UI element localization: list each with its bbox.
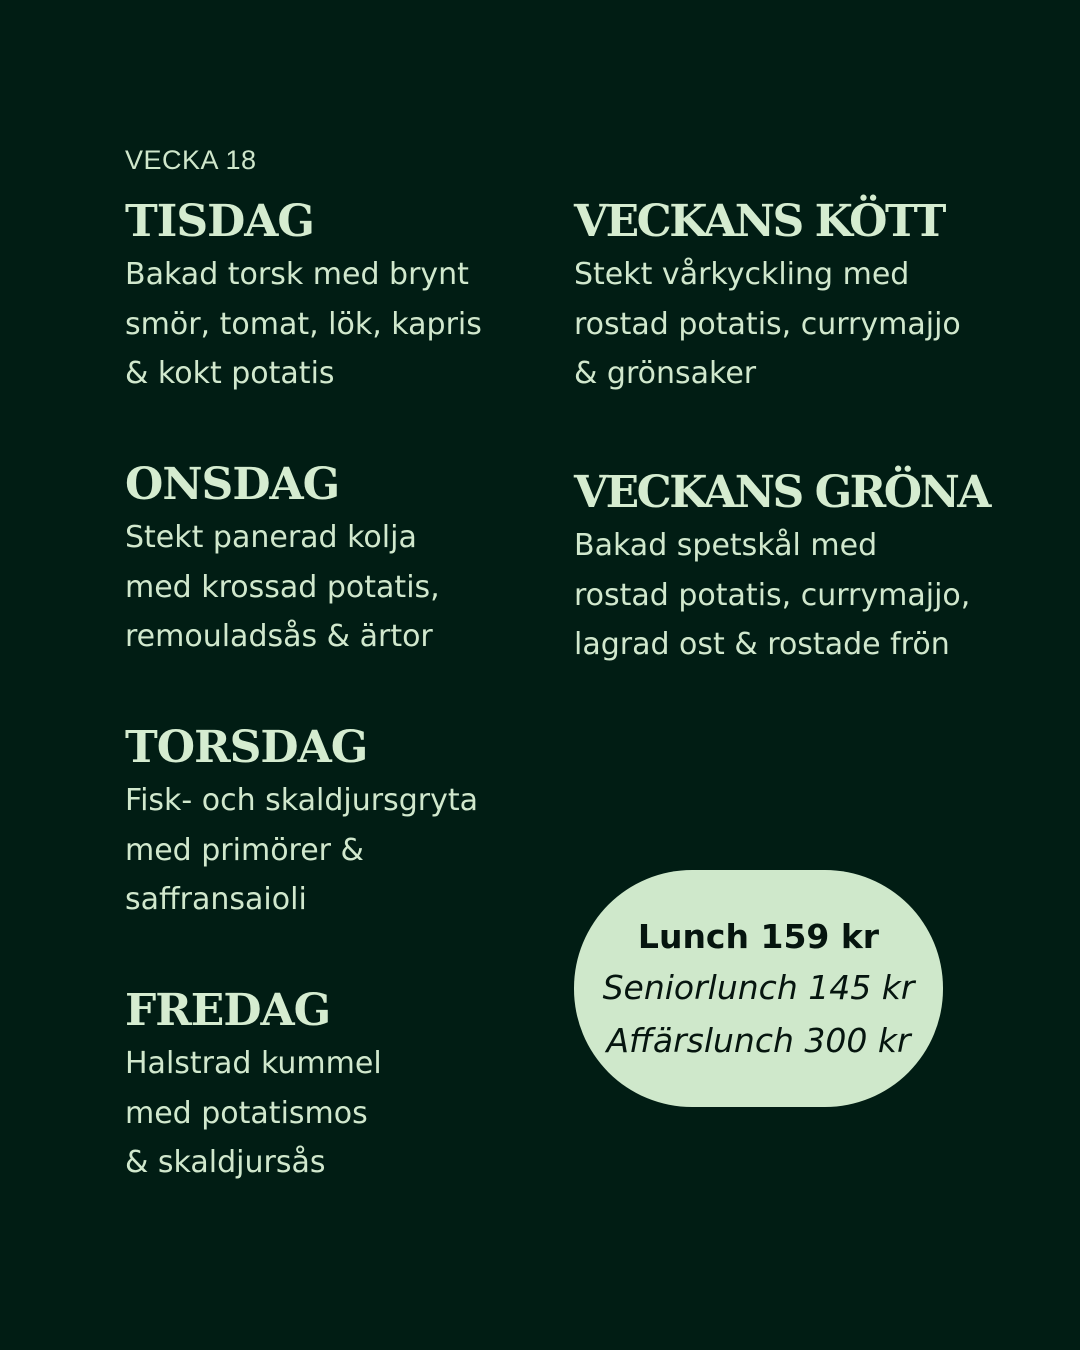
weekly-green-special [574, 465, 1044, 670]
dish-line: Stekt vårkyckling med [574, 257, 910, 292]
special-heading: VECKANS KÖTT [574, 196, 944, 247]
lunch-price: Lunch 159 kr [637, 917, 880, 956]
dish-line: Bakad torsk med brynt [125, 257, 469, 292]
dish-line: rostad potatis, currymajjo, [574, 577, 971, 613]
dish-line: lagrad ost & rostade frön [574, 627, 950, 662]
dish-line: & kokt potatis [125, 356, 335, 391]
dish-line: remouladsås & ärtor [125, 619, 433, 654]
dish-line: Stekt panerad kolja [125, 520, 417, 555]
dish-line: & skaldjursås [125, 1145, 326, 1180]
dish-description [125, 513, 595, 662]
dish-line: Fisk- och skaldjursgryta [125, 783, 478, 818]
dish-description [125, 776, 595, 925]
dish-description [574, 250, 1044, 399]
business-lunch-price: Affärslunch 300 kr [606, 1021, 911, 1060]
dish-description [125, 1039, 595, 1188]
senior-lunch-price: Seniorlunch 145 kr [602, 968, 915, 1007]
day-heading: TORSDAG [125, 722, 368, 773]
weekly-meat-special [574, 194, 1044, 399]
dish-line: & grönsaker [574, 356, 757, 391]
dish-description [574, 521, 1044, 670]
dish-description [125, 250, 595, 399]
day-heading: ONSDAG [125, 459, 340, 510]
special-heading: VECKANS GRÖNA [574, 467, 989, 518]
dish-line: med krossad potatis, [125, 569, 440, 605]
dish-line: Halstrad kummel [125, 1046, 382, 1081]
menu-day-wednesday [125, 457, 595, 662]
dish-line: Bakad spetskål med [574, 528, 878, 563]
dish-line: saffransaioli [125, 882, 307, 917]
dish-line: smör, tomat, lök, kapris [125, 306, 482, 342]
dish-line: rostad potatis, currymajjo [574, 306, 961, 342]
day-heading: FREDAG [125, 985, 331, 1036]
dish-line: med potatismos [125, 1095, 368, 1131]
menu-day-friday [125, 983, 595, 1188]
day-heading: TISDAG [125, 196, 314, 247]
price-badge [574, 870, 943, 1107]
dish-line: med primörer & [125, 832, 364, 868]
menu-day-thursday [125, 720, 595, 925]
menu-day-tuesday [125, 194, 595, 399]
week-label: VECKA 18 [125, 145, 257, 175]
